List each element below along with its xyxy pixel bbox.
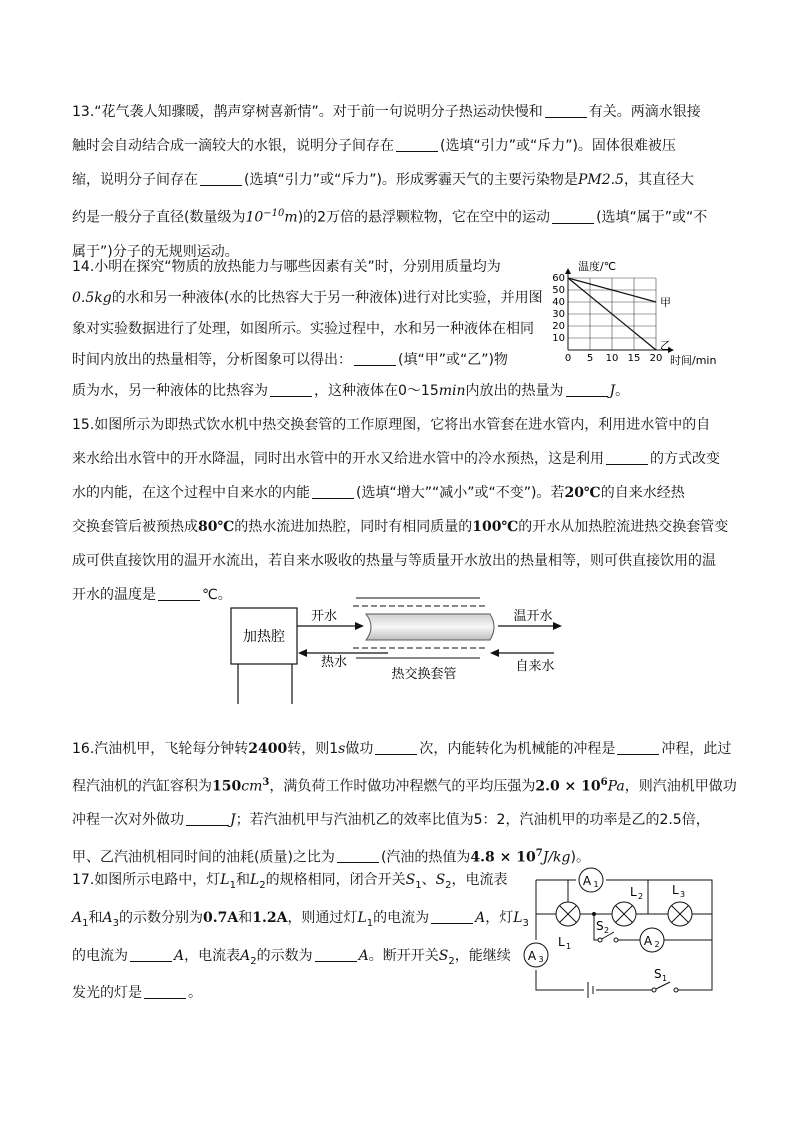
ammeter-a2-label: A (643, 934, 653, 948)
lamp-l1-sub: 1 (566, 942, 572, 951)
chart-x-tick-label: 0 (564, 353, 572, 364)
q16-line-1: 16.汽油机甲，飞轮每分钟转2400转，则1s做功 次，内能转化为机械能的冲程是 冲程，此过 (72, 741, 732, 757)
q16-line-3: 冲程一次对外做功 J；若汽油机甲与汽油机乙的效率比值为5：2，汽油机甲的功率是乙的2.5倍， (72, 811, 710, 828)
wire-left (536, 970, 584, 990)
chart-y-axis-arrow-icon (565, 268, 571, 274)
chart-x-tick-label: 20 (649, 353, 663, 364)
arrow-left-icon (490, 649, 499, 657)
answer-blank[interactable] (158, 586, 200, 601)
warm-water-label: 温开水 (513, 609, 553, 624)
question-16 (72, 733, 737, 874)
answer-blank[interactable] (396, 137, 438, 152)
chart-x-tick-label: 5 (586, 353, 594, 364)
chart-x-tick-label: 15 (627, 353, 641, 364)
q15-line-1: 15.如图所示为即热式饮水机中热交换套管的工作原理图，它将出水管套在进水管内，利用进水管中的自 (72, 417, 711, 433)
switch-s2-contact (614, 938, 618, 942)
wire-bottom (676, 940, 712, 990)
ammeter-a1-sub: 1 (593, 880, 599, 889)
q15-line-4: 交换套管后被预热成80℃的热水流进加热腔，同时有相同质量的100℃的开水从加热腔流进热交换套管变 (72, 519, 729, 535)
q15-line-6: 开水的温度是 ℃。 (72, 587, 232, 603)
lamp-l2-label: L (630, 885, 637, 899)
lamp-l2-icon (612, 902, 636, 926)
q15-line-3: 水的内能，在这个过程中自来水的内能 (选填“增大”“减小”或“不变”)。若20℃的自来水经热 (72, 485, 685, 501)
lamp-l2-sub: 2 (638, 892, 644, 901)
answer-blank[interactable] (312, 484, 354, 499)
switch-s1-sub: 1 (662, 974, 668, 983)
q17-line-1: 17.如图所示电路中，灯$L_1$和$L_2$的规格相同，闭合开关$S_1$、$S_2$，电流表 (72, 872, 508, 891)
arrow-right-icon (355, 622, 364, 630)
chart-x-axis-label: 时间/min (670, 354, 717, 367)
chart-y-tick-label: 40 (552, 297, 565, 308)
q13-line-2: 触时会自动结合成一滴较大的水银，说明分子间存在 (选填“引力”或“斥力”)。固体很难被压 (72, 138, 676, 154)
q17-line-3: 的电流为 A，电流表$A_2$的示数为 A。断开开关$S_2$，能继续 (72, 947, 511, 967)
chart-y-tick-label: 30 (552, 309, 565, 320)
switch-s1-contact (674, 988, 678, 992)
inner-tube (366, 614, 494, 640)
node-dot (592, 912, 596, 916)
switch-s1-contact (652, 988, 656, 992)
switch-s1-blade (654, 982, 670, 990)
answer-blank[interactable] (186, 811, 228, 826)
answer-blank[interactable] (270, 382, 312, 397)
question-14 (72, 252, 629, 407)
chart-y-tick-label: 20 (552, 321, 565, 332)
answer-blank[interactable] (315, 947, 357, 962)
answer-blank[interactable] (606, 450, 648, 465)
lamp-l3-sub: 3 (680, 890, 686, 899)
arrow-left-icon (298, 649, 307, 657)
q13-line-4: 约是一般分子直径(数量级为$10^{-10}m$)的2万倍的悬浮颗粒物，它在空中的运动 (选填“属于”或“不 (72, 208, 708, 226)
chart-series-label: 甲 (660, 296, 671, 309)
temperature-time-chart (548, 258, 728, 373)
ammeter-a2-sub: 2 (654, 940, 660, 949)
switch-s1-label: S (654, 967, 662, 981)
q15-line-2: 来水给出水管中的开水降温，同时出水管中的开水又给进水管中的冷水预热，这是利用 的方式改变 (72, 451, 720, 467)
tap-water-label: 自来水 (515, 659, 555, 674)
answer-blank[interactable] (552, 209, 594, 224)
q16-line-2: 程汽油机的汽缸容积为$150cm^3$，满负荷工作时做功冲程燃气的平均压强为$2.0 \times 10^6Pa$，则汽油机甲做功 (72, 777, 737, 795)
sleeve-label: 热交换套管 (391, 667, 457, 682)
hot-water-label: 热水 (320, 655, 348, 670)
q17-line-4: 发光的灯是 。 (72, 985, 202, 1002)
q14-line-1: 14.小明在探究“物质的放热能力与哪些因素有关”时，分别用质量均为 (72, 259, 501, 275)
q13-line-5: 属于”)分子的无规则运动。 (72, 243, 239, 260)
answer-blank[interactable] (200, 171, 242, 186)
question-17 (72, 864, 529, 1009)
chart-x-tick-label: 10 (605, 353, 619, 364)
answer-blank[interactable] (431, 909, 473, 924)
answer-blank[interactable] (130, 947, 172, 962)
ammeter-a1-label: A (582, 874, 592, 888)
q13-line-1: 13.“花气袭人知骤暖，鹊声穿树喜新情”。对于前一句说明分子热运动快慢和 有关。两滴水银接 (72, 104, 701, 120)
answer-blank[interactable] (545, 103, 587, 118)
answer-blank[interactable] (375, 740, 417, 755)
q14-line-2: 0.5kg的水和另一种液体(水的比热容大于另一种液体)进行对比实验，并用图 (72, 290, 543, 306)
lamp-l3-icon (668, 902, 692, 926)
chart-y-tick-label: 10 (552, 333, 565, 344)
boiling-water-label: 开水 (310, 609, 338, 624)
chart-series-label: 乙 (660, 339, 671, 352)
arrow-right-icon (553, 622, 562, 630)
switch-s2-contact (598, 938, 602, 942)
switch-s2-label: S (596, 919, 604, 933)
question-13 (72, 95, 707, 269)
heating-chamber-label: 加热腔 (243, 629, 285, 645)
ammeter-a3-label: A (527, 949, 537, 963)
answer-blank[interactable] (337, 848, 379, 863)
answer-blank[interactable] (354, 351, 396, 366)
q13-line-3: 缩，说明分子间存在 (选填“引力”或“斥力”)。形成雾霾天气的主要污染物是PM2.5，其直径大 (72, 172, 694, 188)
answer-blank[interactable] (144, 984, 186, 999)
q17-line-2: $A_1$和$A_3$的示数分别为0.7A和1.2A，则通过灯$L_1$的电流为 A，灯$L_3$ (72, 909, 529, 929)
q14-line-3: 象对实验数据进行了处理，如图所示。实验过程中，水和另一种液体在相同 (72, 321, 534, 337)
q16-line-4: 甲、乙汽油机相同时间的油耗(质量)之比为 (汽油的热值为$4.8 \times 10^7J/kg$)。 (72, 847, 590, 866)
question-15 (72, 408, 728, 612)
chart-y-tick-label: 50 (552, 285, 565, 296)
switch-s2-sub: 2 (604, 926, 610, 935)
answer-blank[interactable] (566, 382, 608, 397)
lamp-l1-icon (556, 902, 580, 926)
chart-y-tick-label: 60 (552, 273, 565, 284)
q14-line-5: 质为水，另一种液体的比热容为 ，这种液体在0～15min内放出的热量为 J。 (72, 383, 630, 399)
chart-y-axis-label: 温度/℃ (578, 260, 617, 273)
lamp-l1-label: L (558, 935, 565, 949)
ammeter-a3-sub: 3 (538, 955, 544, 964)
circuit-diagram (516, 862, 726, 1002)
answer-blank[interactable] (617, 740, 659, 755)
q15-line-5: 成可供直接饮用的温开水流出，若自来水吸收的热量与等质量开水放出的热量相等，则可供直接饮用的温 (72, 553, 716, 569)
lamp-l3-label: L (672, 883, 679, 897)
q14-line-4: 时间内放出的热量相等，分析图象可以得出： (填“甲”或“乙”)物 (72, 352, 508, 368)
heat-exchanger-diagram (228, 592, 568, 710)
